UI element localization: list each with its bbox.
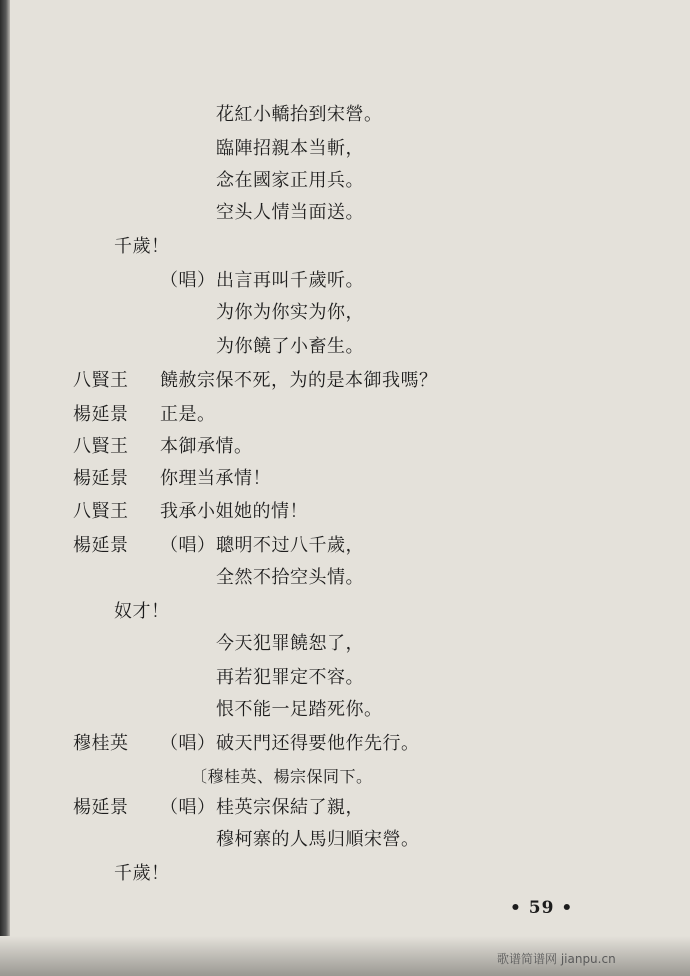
speaker-name: 楊延景 [73, 404, 129, 425]
stage-direction: 〔穆桂英、楊宗保同下。 [191, 767, 373, 786]
dialogue-line: 饒赦宗保不死，为的是本御我嗎？ [160, 370, 438, 391]
speaker-name: 八賢王 [73, 370, 129, 391]
verse-line: 桂英宗保結了親， [216, 797, 364, 818]
verse-line: 全然不拾空头情。 [216, 567, 364, 588]
verse-line: 花紅小轎抬到宋營。 [216, 104, 383, 125]
sing-direction: （唱） [160, 270, 216, 291]
speaker-name: 八賢王 [73, 436, 129, 457]
sing-direction: （唱） [160, 535, 216, 556]
page-number: • 59 • [510, 898, 574, 918]
verse-line: 聰明不过八千歲， [216, 535, 364, 556]
verse-line: 再若犯罪定不容。 [216, 667, 364, 688]
verse-line: 臨陣招親本当斬， [216, 138, 364, 159]
verse-line: 空头人情当面送。 [216, 202, 364, 223]
binding-gutter [0, 0, 10, 976]
site-watermark: 歌谱简谱网 jianpu.cn [497, 952, 616, 966]
speaker-name: 楊延景 [73, 468, 129, 489]
speaker-name: 穆桂英 [73, 733, 129, 754]
exclamation-line: 千歲！ [114, 863, 170, 884]
dialogue-line: 正是。 [160, 404, 216, 425]
sing-direction: （唱） [160, 733, 216, 754]
verse-line: 破天門还得要他作先行。 [216, 733, 420, 754]
verse-line: 为你饒了小畜生。 [216, 336, 364, 357]
dialogue-line: 我承小姐她的情！ [160, 501, 308, 522]
sing-direction: （唱） [160, 797, 216, 818]
exclamation-line: 千歲！ [114, 236, 170, 257]
dialogue-line: 你理当承情！ [160, 468, 271, 489]
speaker-name: 八賢王 [73, 501, 129, 522]
verse-line: 为你为你实为你， [216, 302, 364, 323]
verse-line: 念在國家正用兵。 [216, 170, 364, 191]
verse-line: 今天犯罪饒恕了， [216, 633, 364, 654]
exclamation-line: 奴才！ [114, 601, 170, 622]
verse-line: 穆柯寨的人馬归順宋營。 [216, 829, 420, 850]
verse-line: 出言再叫千歲听。 [216, 270, 364, 291]
speaker-name: 楊延景 [73, 797, 129, 818]
speaker-name: 楊延景 [73, 535, 129, 556]
verse-line: 恨不能一足踏死你。 [216, 699, 383, 720]
dialogue-line: 本御承情。 [160, 436, 253, 457]
